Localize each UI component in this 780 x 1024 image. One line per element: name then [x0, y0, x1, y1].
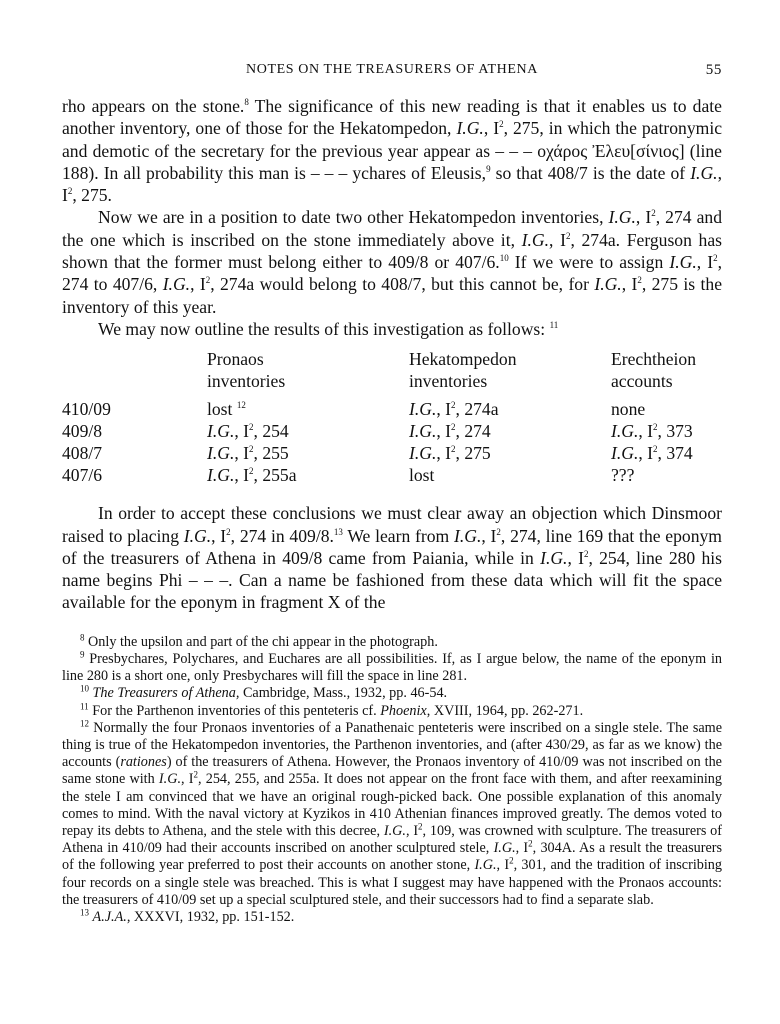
- table-row: 408/7 I.G., $I^2$, 255 I.G., $I^2$, 275 I.G., $I^2$, 374: [62, 443, 693, 464]
- paragraph-3: We may now outline the results of this investigation as follows: $^{11}$: [98, 318, 559, 339]
- running-title: NOTES ON THE TREASURERS OF ATHENA: [246, 62, 538, 77]
- column-header-erechtheion: Erechtheion accounts: [611, 349, 696, 392]
- footnote-ref-10[interactable]: 10: [499, 253, 509, 264]
- table-row: 410/09 lost $^{12}$ I.G., $I^2$, 274a none: [62, 399, 646, 420]
- page-number: 55: [705, 62, 722, 78]
- footnote-9: $^9$ Presbychares, Polychares, and Euchares are all possibilities. If, as I argue below, the name of the eponym in line 280 is a short one, only Presbychares will fill the space in line 281.: [62, 649, 722, 685]
- footnote-13: $^{13}$ A.J.A., XXXVI, 1932, pp. 151-152.: [80, 907, 295, 925]
- body-text-continued: [62, 502, 722, 613]
- paragraph-1: rho appears on the stone.$^8$ The significance of this new reading is that it enables us to date another inventory, one of those for the Hekatompedon, I.G., $I^2$, 275, in which the patronymic and demotic of the secretary for the previous year appear as – – – οχάρος Ἐλευ[σίνιος] (line 188). In all probability this man is – – – ychares of Eleusis,$^9$ so that 408/7 is the date of I.G., $I^2$, 275.: [62, 96, 723, 206]
- footnote-12: $^{12}$ Normally the four Pronaos inventories of a Panathenaic penteteris were inscribed on a single stele. The same thing is true of the Hekatompedon inventories, the Parthenon inventories, and (after 430/29, as far as we know) the accounts (rationes) of the treasurers of Athena. However, the Pronaos inventory of 410/09 was not inscribed on the same stone with I.G., $I^2$, 254, 255, and 255a. It does not appear on the front face with them, and after reexamining the stele I am convinced that we have an original rough-picked back. One possible explanation of this anomaly comes to mind. With the naval victory at Kyzikos in 410 Athenian finances improved greatly. The demos voted to repay its debts to Athena, and the stele with this decree, I.G., $I^2$, 109, was crowned with sculpture. The treasurers of Athena in 410/09 had their accounts inscribed on another sculptured stele, I.G., $I^2$, 304A. As a result the treasurers of the following year preferred to post their accounts on another stone, I.G., $I^2$, 301, and the tradition of inscribing four records on a single stele was breached. This is what I suggest may have happened with the Pronaos accounts: the treasurers of 410/09 set up a special sculptured stele, and their successors had to find a separate slab.: [62, 718, 723, 908]
- footnote-ref-12[interactable]: 12: [236, 400, 246, 411]
- paragraph-4: In order to accept these conclusions we must clear away an objection which Dinsmoor raised to placing I.G., $I^2$, 274 in 409/8.13 We learn from I.G., $I^2$, 274, line 169 that the eponym of the treasurers of Athena in 409/8 came from Paiania, while in I.G., $I^2$, 254, line 280 his name begins Phi – – –. Can a name be fashioned from these data which will fit the space available for the eponym in fragment X of the: [62, 503, 722, 613]
- footnote-ref-8[interactable]: 8: [244, 97, 249, 108]
- running-head: [62, 58, 722, 84]
- footnote-ref-13[interactable]: 13: [333, 526, 343, 537]
- table-row: 409/8 I.G., $I^2$, 254 I.G., $I^2$, 274 I.G., $I^2$, 373: [62, 421, 693, 442]
- table-header-row: [62, 348, 722, 392]
- column-header-pronaos: Pronaos inventories: [207, 349, 286, 392]
- table-row: 407/6 I.G., $I^2$, 255a lost ???: [62, 465, 635, 486]
- column-header-hekatompedon: Hekatompedon inventories: [409, 349, 517, 392]
- inventory-table: [62, 348, 722, 486]
- footnote-8: $^8$ Only the upsilon and part of the chi appear in the photograph.: [80, 632, 438, 650]
- footnote-10: $^{10}$ The Treasurers of Athena, Cambridge, Mass., 1932, pp. 46-54.: [80, 683, 448, 702]
- page: [62, 58, 722, 926]
- footnote-ref-11[interactable]: 11: [549, 320, 559, 331]
- paragraph-2: Now we are in a position to date two other Hekatompedon inventories, I.G., $I^2$, 274 and the one which is inscribed on the stone immediately above it, I.G., $I^2$, 274a. Ferguson has shown that the former must belong either to 409/8 or 407/6.10 If we were to assign I.G., $I^2$, 274 to 407/6, I.G., $I^2$, 274a would belong to 408/7, but this cannot be, for I.G., $I^2$, 275 is the inventory of this year.: [62, 207, 723, 317]
- footnotes: [62, 634, 722, 926]
- footnote-ref-9[interactable]: 9: [486, 164, 491, 175]
- body-text: [62, 95, 722, 340]
- footnote-11: $^{11}$ For the Parthenon inventories of this penteteris cf. Phoenix, XVIII, 1964, pp. 262-271.: [80, 700, 584, 719]
